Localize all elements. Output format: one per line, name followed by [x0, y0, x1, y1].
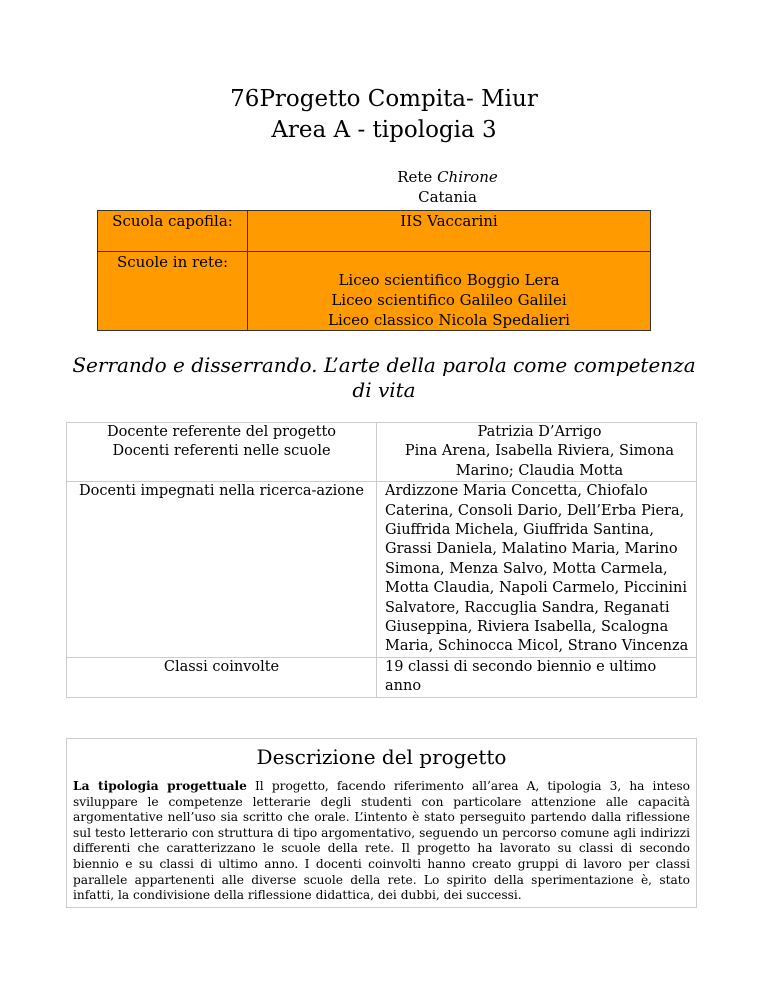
info-row [67, 423, 697, 482]
value-referenti-scuole: Pina Arena, Isabella Riviera, Simona Marino; Claudia Motta [404, 443, 675, 479]
value-classi: 19 classi di secondo biennio e ultimo anno [377, 657, 697, 697]
rete-school-1: Liceo scientifico Boggio Lera [338, 271, 560, 289]
rete-values [248, 252, 651, 331]
network-name [245, 168, 650, 186]
description-heading: Descrizione del progetto [256, 745, 507, 769]
document-title-line1: 76Progetto Compita- Miur [230, 86, 538, 112]
description-lead: La tipologia progettuale [73, 779, 247, 793]
schools-table [97, 210, 651, 331]
capofila-row [98, 211, 651, 252]
network-prefix: Rete [397, 168, 438, 186]
capofila-label: Scuola capofila: [98, 211, 248, 252]
capofila-value: IIS Vaccarini [248, 211, 651, 252]
label-classi: Classi coinvolte [67, 657, 377, 697]
rete-school-2: Liceo scientifico Galileo Galilei [331, 291, 567, 309]
document-title-line2: Area A - tipologia 3 [271, 117, 497, 143]
label-docenti-impegnati: Docenti impegnati nella ricerca-azione [67, 482, 377, 658]
value-referente: Patrizia D’Arrigo [477, 424, 602, 440]
info-label [67, 423, 377, 482]
info-value [377, 423, 697, 482]
rete-label: Scuole in rete: [98, 252, 248, 331]
info-row [67, 657, 697, 697]
rete-row [98, 252, 651, 331]
label-referenti-scuole: Docenti referenti nelle scuole [112, 443, 331, 460]
value-docenti-impegnati: Ardizzone Maria Concetta, Chiofalo Caterina, Consoli Dario, Dell’Erba Piera, Giuffrida Michela, Giuffrida Santina, Grassi Daniela, Malatino Maria, Marino Simona, Menza Salvo, Motta Carmela, Motta Claudia, Napoli Carmelo, Piccinini Salvatore, Raccuglia Sandra, Reganati Giuseppina, Riviera Isabella, Scalogna Maria, Schinocca Micol, Strano Vincenza [377, 482, 697, 658]
city-name: Catania [418, 188, 477, 206]
description-box [66, 738, 697, 908]
description-text [73, 779, 690, 904]
info-row [67, 482, 697, 658]
description-body: Il progetto, facendo riferimento all’area A, tipologia 3, ha inteso sviluppare le competenze letterarie degli studenti con particolare attenzione alle capacità argomentative nell’uso sia scritto che orale. L’intento è stato perseguito partendo dalla riflessione sul testo letterario con struttura di tipo argomentativo, seguendo un percorso comune agli indirizzi differenti che caratterizzano le scuole della rete. Il progetto ha lavorato su classi di secondo biennio e su classi di ultimo anno. I docenti coinvolti hanno creato gruppi di lavoro per classi parallele appartenenti alle diverse scuole della rete. Lo spirito della sperimentazione è, stato infatti, la condivisione della riflessione didattica, dei dubbi, dei successi. [73, 779, 690, 903]
info-table [66, 422, 697, 698]
label-referente: Docente referente del progetto [106, 424, 337, 440]
rete-school-3: Liceo classico Nicola Spedalieri [328, 311, 570, 329]
network-name-italic: Chirone [437, 168, 498, 186]
project-title: Serrando e disserrando. L’arte della parola come competenza di vita [72, 353, 696, 402]
